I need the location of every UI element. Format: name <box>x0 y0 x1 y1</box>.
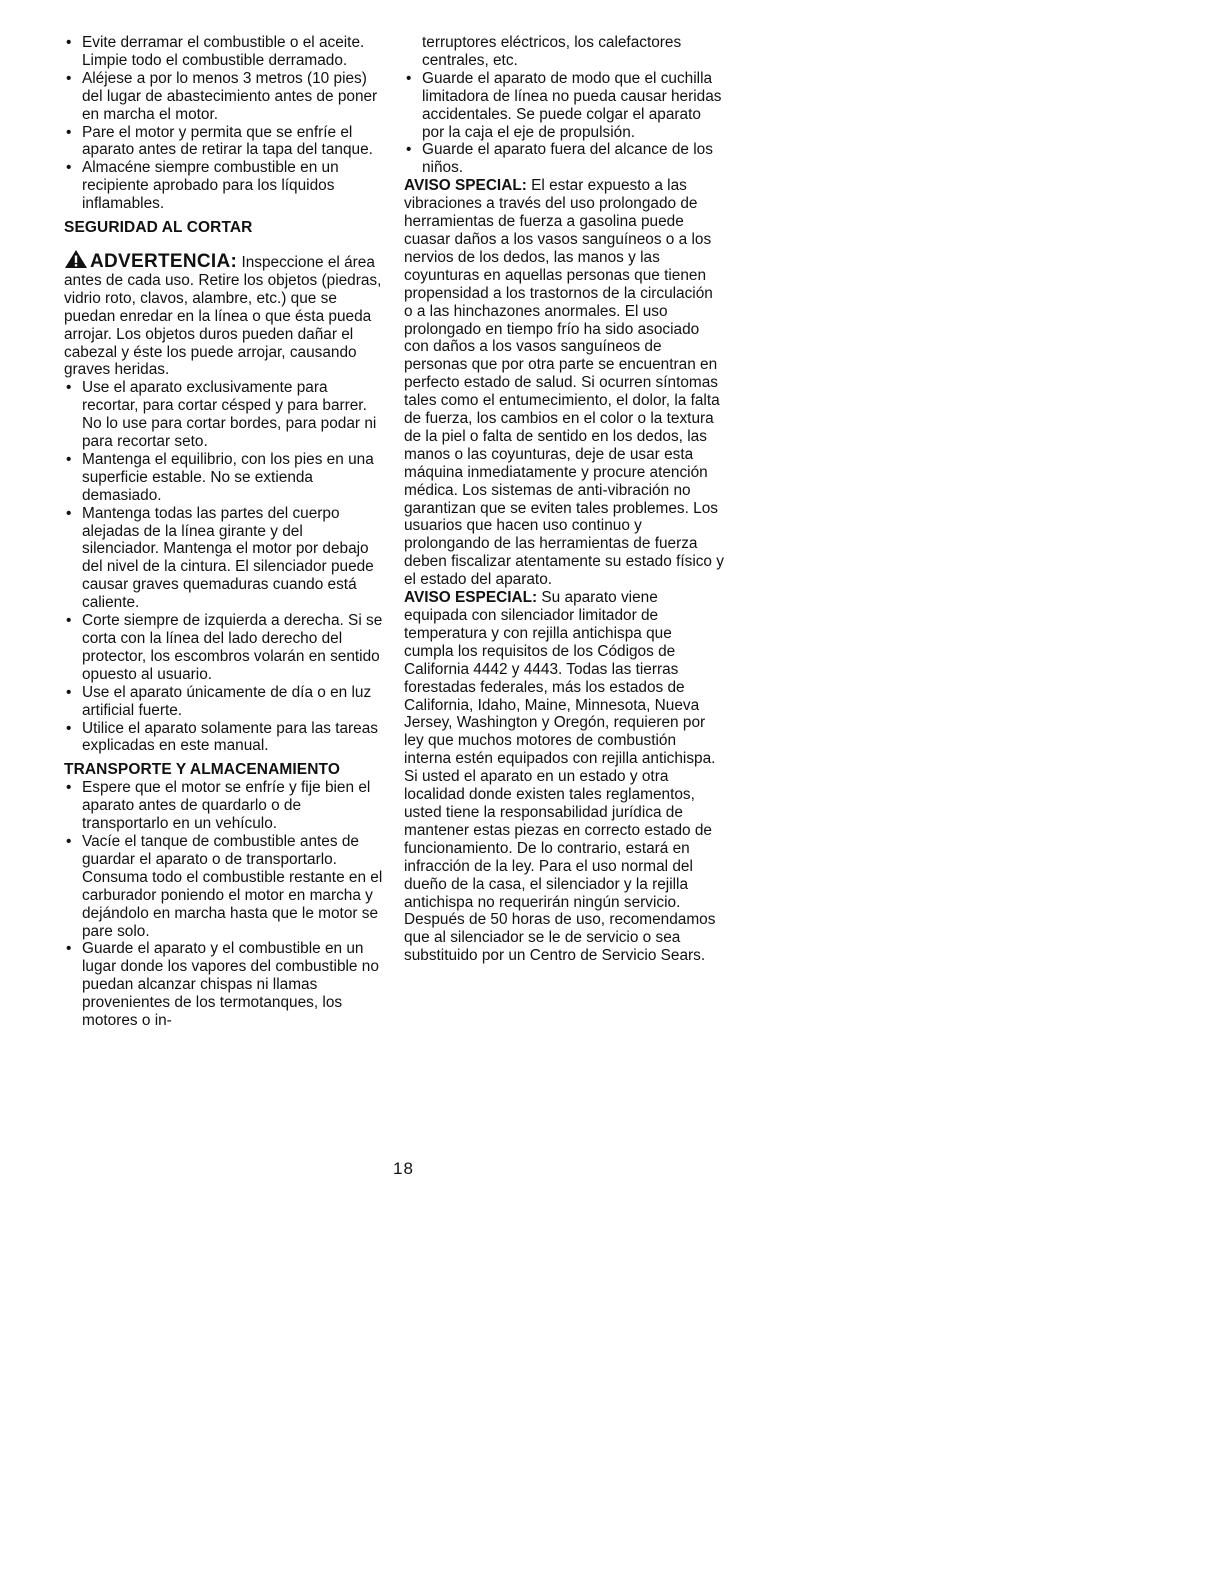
notice-text: El estar expuesto a las vibraciones a través del uso prolongado de herramientas de fuerza a gasolina puede cuasar daños a los vasos sanguíneos o a los nervios de los dedos, las manos y las coyunturas en aquellas personas que tienen propensidad a los trastornos de la circulación o a las hinchazones anormales. El uso prolongado en tiempo frío ha sido asociado con daños a los vasos sanguíneos de personas que por otra parte se encuentran en perfecto estado de salud. Si ocurren síntomas tales como el entumecimiento, el dolor, la falta de fuerza, los cambios en el color o la textura de la piel o falta de sentido en los dedos, las manos o las coyunturas, deje de usar esta máquina inmediatamente y procure atención médica. Los sistemas de anti-vibración no garantizan que se eviten tales problemes. Los usuarios que hacen uso continuo y prolongando de las herramientas de fuerza deben fiscalizar atentamente su estado físico y el estado del aparato. <box>404 177 724 589</box>
notice-text: Su aparato viene equipada con silenciador limitador de temperatura y con rejilla antichispa que cumpla los requisitos de los Códigos de California 4442 y 4443. Todas las tierras forestadas federales, más los estados de California, Idaho, Maine, Minnesota, Nueva Jersey, Washington y Oregón, requieren por ley que muchos motores de combustión interna estén equipados con rejilla antichispa. Si usted el aparato en un estado y otra localidad donde existen tales reglamentos, usted tiene la responsabilidad jurídica de mantener estas piezas en correcto estado de funcionamiento. De lo contrario, estará en infracción de la ley. Para el uso normal del dueño de la casa, el silenciador y la rejilla antichispa no requerirán ningún servicio. Después de 50 horas de uso, recomendamos que al silenciador se le de servicio o sea substituido por un Centro de Servicio Sears. <box>404 589 716 965</box>
bullet-item: • Vacíe el tanque de combustible antes de guardar el aparato o de transportarlo. Consuma todo el combustible restante en el carburador poniendo el motor en marcha y dejándolo en marcha hasta que le motor se pare solo. <box>64 833 384 940</box>
bullet-item: • Mantenga el equilibrio, con los pies en una superficie estable. No se extienda demasiado. <box>64 451 384 505</box>
bullet-item: • Guarde el aparato de modo que el cuchilla limitadora de línea no pueda causar heridas accidentales. Se puede colgar el aparato por la caja el eje de propulsión. <box>404 70 724 142</box>
bullet-item: • Pare el motor y permita que se enfríe el aparato antes de retirar la tapa del tanque. <box>64 124 384 160</box>
warning-paragraph <box>64 249 384 379</box>
left-column <box>64 34 384 1030</box>
bullet-item: • Almacéne siempre combustible en un recipiente aprobado para los líquidos inflamables. <box>64 159 384 213</box>
bullet-item: • Utilice el aparato solamente para las tareas explicadas en este manual. <box>64 720 384 756</box>
notice-label: AVISO SPECIAL: <box>404 177 527 195</box>
bullet-item: • Mantenga todas las partes del cuerpo alejadas de la línea girante y del silenciador. Mantenga el motor por debajo del nivel de la cintura. El silenciador puede causar graves quemaduras cuando está caliente. <box>64 505 384 612</box>
bullet-item: • Guarde el aparato fuera del alcance de los niños. <box>404 141 724 177</box>
bullet-item: • Use el aparato exclusivamente para recortar, para cortar césped y para barrer. No lo use para cortar bordes, para podar ni para recortar seto. <box>64 379 384 451</box>
section-heading-cutting-safety: SEGURIDAD AL CORTAR <box>64 219 253 237</box>
right-column <box>404 34 724 965</box>
special-notice-vibration <box>404 177 724 589</box>
special-notice-spark-arrester <box>404 589 724 965</box>
continued-bullet-text: terruptores eléctricos, los calefactores centrales, etc. <box>422 34 682 69</box>
warning-triangle-icon <box>64 249 88 269</box>
bullet-item: • Aléjese a por lo menos 3 metros (10 pies) del lugar de abastecimiento antes de poner en marcha el motor. <box>64 70 384 124</box>
page-number: 18 <box>393 1159 414 1178</box>
bullet-item: • Corte siempre de izquierda a derecha. Si se corta con la línea del lado derecho del protector, los escombros volarán en sentido opuesto al usuario. <box>64 612 384 684</box>
bullet-item: • Evite derramar el combustible o el aceite. Limpie todo el combustible derramado. <box>64 34 384 70</box>
bullet-item: • Guarde el aparato y el combustible en un lugar donde los vapores del combustible no puedan alcanzar chispas ni llamas provenientes de los termotanques, los motores o in- <box>64 940 384 1030</box>
warning-title: ADVERTENCIA: <box>90 250 238 272</box>
warning-text: Inspeccione el área antes de cada uso. Retire los objetos (piedras, vidrio roto, clavos, alambre, etc.) que se puedan enredar en la línea o que ésta pueda arrojar. Los objetos duros pueden dañar el cabezal y éste los puede arrojar, causando graves heridas. <box>64 253 382 379</box>
section-heading-transport: TRANSPORTE Y ALMACENAMIENTO <box>64 761 340 779</box>
notice-label: AVISO ESPECIAL: <box>404 589 538 607</box>
bullet-item: • Use el aparato únicamente de día o en luz artificial fuerte. <box>64 684 384 720</box>
bullet-item: • Espere que el motor se enfríe y fije bien el aparato antes de quardarlo o de transportarlo en un vehículo. <box>64 779 384 833</box>
